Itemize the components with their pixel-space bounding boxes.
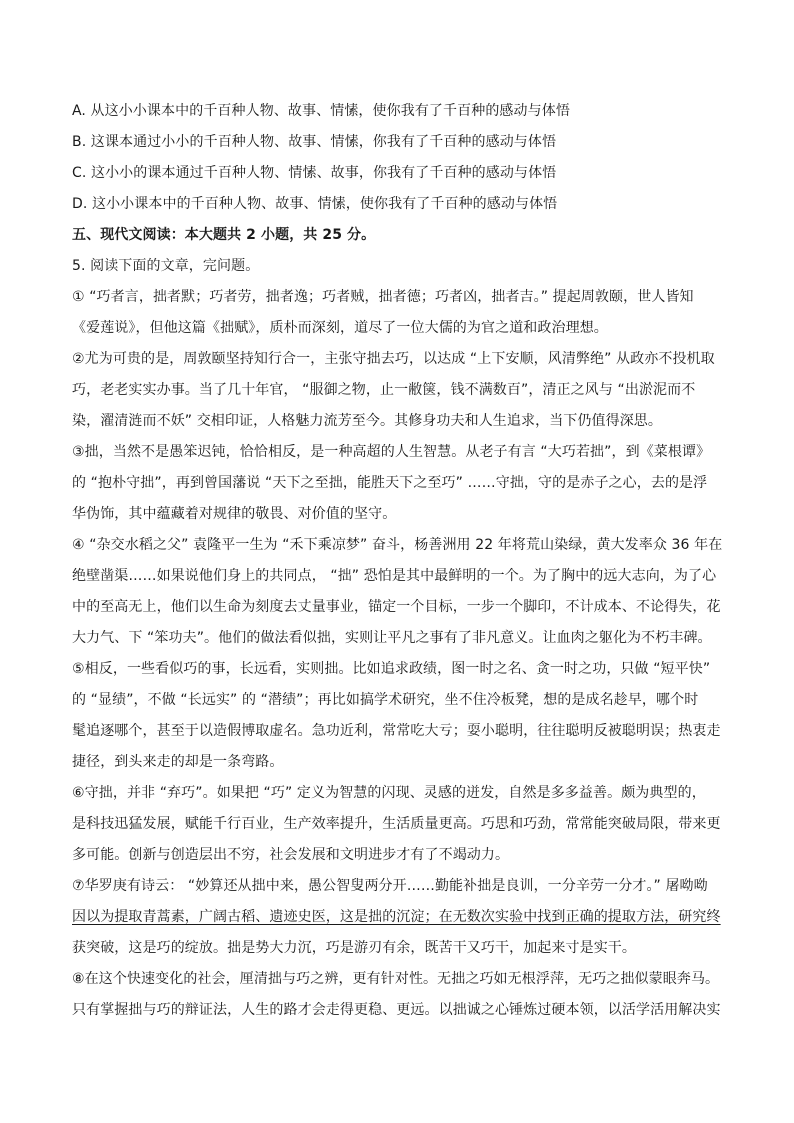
passage-line: 是科技迅猛发展，赋能千行百业，生产效率提升，生活质量更高。巧思和巧劲，常常能突破局限，带来更 xyxy=(72,816,721,832)
passage-line: 绝壁凿渠……如果说他们身上的共同点， “拙” 恐怕是其中最鲜明的一个。为了胸中的远大志向，为了心 xyxy=(72,568,717,584)
question-prompt: 5. 阅读下面的文章，完问题。 xyxy=(72,258,260,274)
passage-line: ④ “杂交水稻之父” 袁隆平一生为 “禾下乘凉梦” 奋斗，杨善洲用 22 年将荒山染绿，黄大发率众 36 年在 xyxy=(72,537,722,553)
passage-line: ⑤相反，一些看似巧的事，长远看，实则拙。比如追求政绩，图一时之名、贪一时之功，只做 “短平快” xyxy=(72,661,711,677)
passage-line: 只有掌握拙与巧的辩证法，人生的路才会走得更稳、更远。以拙诚之心锤炼过硬本领，以活学活用解决实 xyxy=(72,1002,721,1018)
passage-line: 髦追逐哪个，甚至于以造假博取虚名。急功近利，常常吃大亏；耍小聪明，往往聪明反被聪明误；热衷走 xyxy=(72,723,721,739)
section-heading: 五、现代文阅读：本大题共 2 小题，共 25 分。 xyxy=(72,227,376,243)
passage-line: ⑧在这个快速变化的社会，厘清拙与巧之辨，更有针对性。无拙之巧如无根浮萍，无巧之拙似蒙眼奔马。 xyxy=(72,971,720,987)
option-d: D. 这小小课本中的千百种人物、故事、情愫，使你我有了千百种的感动与体悟 xyxy=(72,196,558,212)
passage-line: 的 “抱朴守拙”，再到曾国藩说 “天下之至拙，能胜天下之至巧” ……守拙，守的是赤子之心，去的是浮 xyxy=(72,475,708,491)
option-b: B. 这课本通过小小的千百种人物、故事、情愫，你我有了千百种的感动与体悟 xyxy=(72,134,557,150)
passage-line: 《爱莲说》，但他这篇《拙赋》，质朴而深刻，道尽了一位大儒的为官之道和政治理想。 xyxy=(72,320,608,336)
passage-line: ③拙，当然不是愚笨迟钝，恰恰相反，是一种高超的人生智慧。从老子有言 “大巧若拙”，到《菜根谭》 xyxy=(72,444,711,460)
passage-line-underlined: 因以为提取青蒿素，广阔古稻、遗迹史医，这是拙的沉淀；在无数次实验中找到正确的提取方法，研究终 xyxy=(72,909,721,925)
option-a: A. 从这小小课本中的千百种人物、故事、情愫，使你我有了千百种的感动与体悟 xyxy=(72,103,570,119)
passage-line: 大力气、下 “笨功夫”。他们的做法看似拙，实则让平凡之事有了非凡意义。让血肉之躯化为不朽丰碑。 xyxy=(72,630,712,646)
passage-line: ① “巧者言，拙者默；巧者劳，拙者逸；巧者贼，拙者德；巧者凶，拙者吉。” 提起周敦颐，世人皆知 xyxy=(72,289,694,305)
passage-line: 的 “显绩”，不做 “长远实” 的 “潜绩”；再比如搞学术研究，坐不住冷板凳，想的是成名趁早，哪个时 xyxy=(72,692,699,708)
passage-line: 华伪饰，其中蕴藏着对规律的敬畏、对价值的坚守。 xyxy=(72,506,397,522)
passage-line: ②尤为可贵的是，周敦颐坚持知行合一，主张守拙去巧，以达成 “上下安顺，风清弊绝” 从政亦不投机取 xyxy=(72,351,715,367)
passage-line: 获突破，这是巧的绽放。拙是势大力沉，巧是游刃有余，既苦干又巧干，加起来寸是实干。 xyxy=(72,940,636,956)
document-page xyxy=(72,96,722,1026)
passage-line: 多可能。创新与创造层出不穷，社会发展和文明进步才有了不竭动力。 xyxy=(72,847,510,863)
passage-line: 染，濯清涟而不妖” 交相印证，人格魅力流芳至今。其修身功夫和人生追求，当下仍值得深思。 xyxy=(72,413,663,429)
passage-line: ⑥守拙，并非 “弃巧”。如果把 “巧” 定义为智慧的闪现、灵感的迸发，自然是多多益善。颇为典型的， xyxy=(72,785,706,801)
passage-line: ⑦华罗庚有诗云： “妙算还从拙中来，愚公智叟两分开……勤能补拙是良训，一分辛劳一分才。” 屠呦呦 xyxy=(72,878,708,894)
passage-line: 巧，老老实实办事。当了几十年官， “服御之物，止一敝箧，钱不满数百”，清正之风与 “出淤泥而不 xyxy=(72,382,696,398)
passage-line: 中的至高无上，他们以生命为刻度去丈量事业，锚定一个目标，一步一个脚印，不计成本、不论得失，花 xyxy=(72,599,721,615)
option-c: C. 这小小的课本通过千百种人物、情愫、故事，你我有了千百种的感动与体悟 xyxy=(72,165,557,181)
passage-line: 捷径，到头来走的却是一条弯路。 xyxy=(72,754,284,770)
